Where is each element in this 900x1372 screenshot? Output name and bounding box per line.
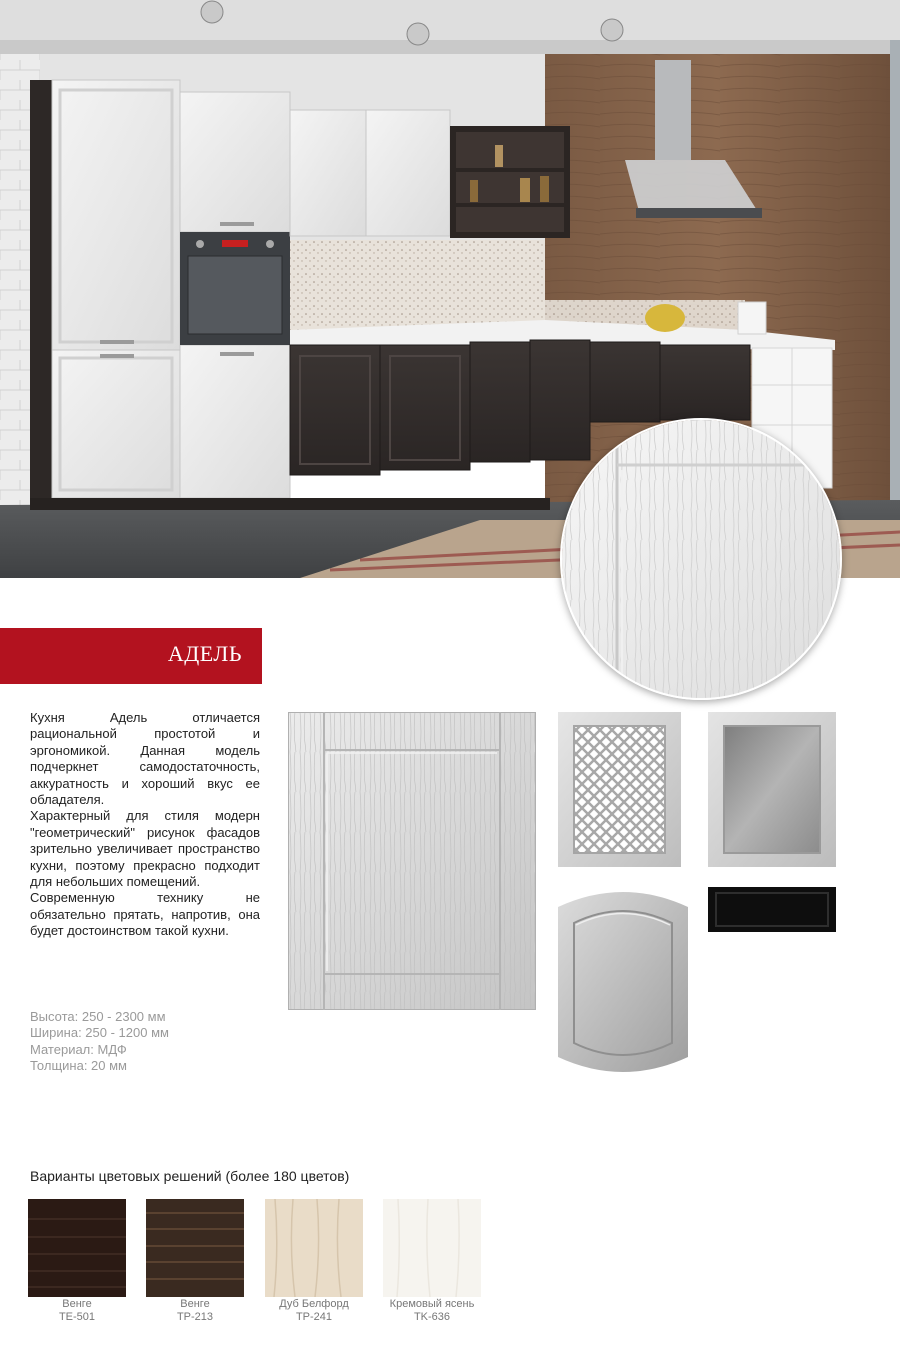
facade-sample-glass xyxy=(708,712,836,867)
swatch-label xyxy=(249,1298,379,1324)
swatch-label xyxy=(367,1298,497,1324)
swatch-code: TK-636 xyxy=(413,1311,451,1323)
description-paragraph: Кухня Адель отличается рациональной простотой и эргономикой. Данная модель подчеркнет самодостаточность, аккуратность и хороший вкус ее обладателя. xyxy=(30,710,260,808)
swatch-name: Венге xyxy=(180,1298,210,1310)
spec-material: Материал: МДФ xyxy=(30,1041,127,1057)
facade-sample-black xyxy=(708,887,836,932)
swatch-name: Венге xyxy=(62,1298,92,1310)
swatch-code: TP-213 xyxy=(176,1311,214,1323)
swatch-code: TE-501 xyxy=(58,1311,96,1323)
description-paragraph: Современную технику не обязательно прятать, напротив, она будет достоинством такой кухни. xyxy=(30,890,260,939)
specifications xyxy=(30,1009,169,1075)
swatch-code: TP-241 xyxy=(295,1311,333,1323)
swatch-cream-ash xyxy=(383,1199,481,1297)
swatch-venge-te501 xyxy=(28,1199,126,1297)
facade-sample-lattice xyxy=(558,712,681,867)
description xyxy=(30,710,260,940)
swatch-venge-tp213 xyxy=(146,1199,244,1297)
swatch-name: Кремовый ясень xyxy=(389,1298,475,1310)
swatch-name: Дуб Белфорд xyxy=(279,1298,349,1310)
swatch-label xyxy=(12,1298,142,1324)
spec-width: Ширина: 250 - 1200 мм xyxy=(30,1025,169,1041)
swatch-label xyxy=(130,1298,260,1324)
facade-sample-frame xyxy=(288,712,536,1010)
spec-thickness: Толщина: 20 мм xyxy=(30,1058,127,1074)
swatch-oak-belford xyxy=(265,1199,363,1297)
spec-height: Высота: 250 - 2300 мм xyxy=(30,1009,166,1024)
variants-heading: Варианты цветовых решений (более 180 цветов) xyxy=(30,1168,350,1184)
description-paragraph: Характерный для стиля модерн "геометрический" рисунок фасадов зрительно увеличивает пространство кухни, поэтому прекрасно подходит для небольших помещений. xyxy=(30,808,260,890)
facade-sample-arched xyxy=(558,887,688,1077)
page-title: АДЕЛЬ xyxy=(167,641,242,666)
title-banner xyxy=(0,628,262,684)
texture-zoom-circle xyxy=(560,418,842,700)
